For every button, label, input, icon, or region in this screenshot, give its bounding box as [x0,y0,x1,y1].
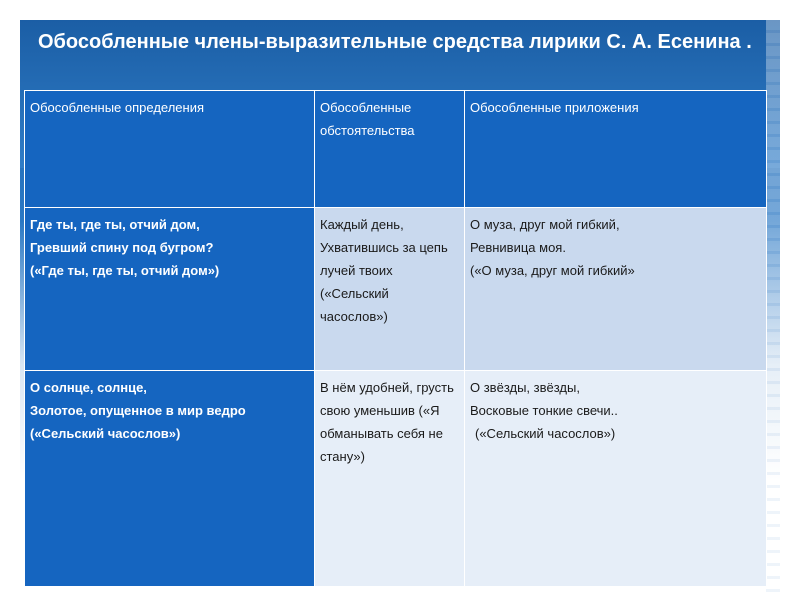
row2-definition-line: Золотое, опущенное в мир ведро [30,403,246,418]
header-definitions: Обособленные определения [25,91,315,208]
row1-circumstances-cell [315,208,465,371]
header-circumstances: Обособленные обстоятельства [315,91,465,208]
row1-circumstance-text: Каждый день, Ухватившись за цепь лучей твоих («Сельский часослов») [320,217,448,324]
row2-appositions-cell [465,371,767,587]
table-row [25,208,767,371]
row1-definition-line: Гревший спину под бугром? [30,240,214,255]
slide-title: Обособленные члены-выразительные средства лирики С. А. Есенина . [38,31,752,53]
row1-apposition-line: Ревнивица моя. [470,240,566,255]
row2-circumstance-text: В нём удобней, грусть свою уменьшив («Я обманывать себя не стану») [320,380,454,464]
row1-appositions-cell [465,208,767,371]
row2-definition-line: О солнце, солнце, [30,380,147,395]
row1-definition-line: («Где ты, где ты, отчий дом») [30,263,220,278]
expressive-means-table [24,90,767,587]
row1-definitions-cell [25,208,315,371]
row2-apposition-line: О звёзды, звёзды, [470,380,580,395]
row2-apposition-line: («Сельский часослов») [475,426,616,441]
row1-definition-line: Где ты, где ты, отчий дом, [30,217,200,232]
row2-definition-line: («Сельский часослов») [30,426,181,441]
row2-definitions-cell [25,371,315,587]
decorative-stripes [766,20,780,595]
table-header-row [25,91,767,208]
row1-apposition-line: О муза, друг мой гибкий, [470,217,620,232]
row1-apposition-line: («О муза, друг мой гибкий» [470,263,635,278]
table-row [25,371,767,587]
row2-circumstances-cell [315,371,465,587]
row2-apposition-line: Восковые тонкие свечи.. [470,403,618,418]
header-appositions: Обособленные приложения [465,91,767,208]
